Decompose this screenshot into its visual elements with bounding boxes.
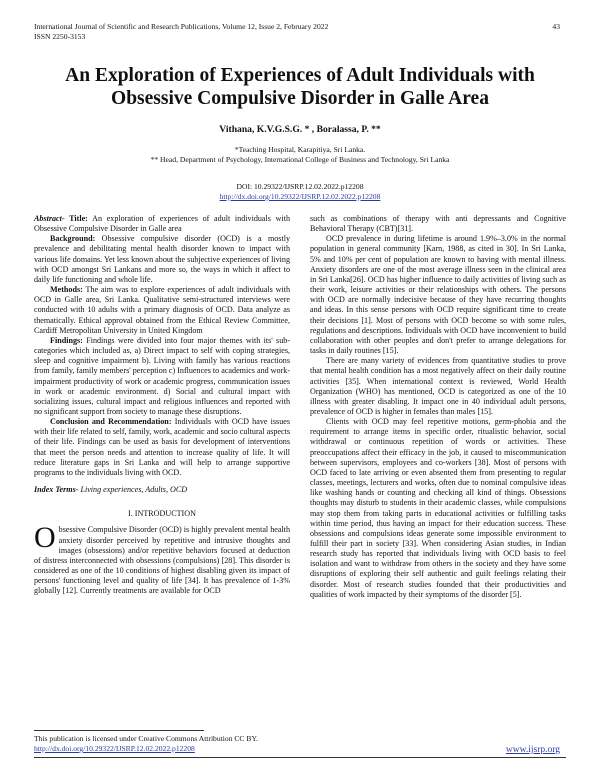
license-text: This publication is licensed under Creative Commons Attribution CC BY. (34, 734, 258, 743)
affiliation-2: ** Head, Department of Psychology, International College of Business and Technology, Sri Lanka (150, 155, 450, 164)
footer-doi-link[interactable]: http://dx.doi.org/10.29322/IJSRP.12.02.2022.p12208 (34, 744, 195, 753)
index-terms: Index Terms- Living experiences, Adults, OCD (34, 485, 188, 495)
right-paragraph-4: Clients with OCD may feel repetitive motions, germ-phobia and the requirement to arrange items in specific order, ritualistic behavior, social withdrawal or continuous repetition of words or activities. These preoccupations affect their efficacy in the job, it caused to miscommunication between supervisors, employees and co-workers [38]. Most of persons with OCD faced to late arriving or even absented them from presenting to regular classes, meetings, lecturers and works, often due to nominal compulsive ideas like washing hands or counting and checking all kind of things. Obsessions thoughts may disturb to students in their academic classes, while compulsions may stop them from taking parts in educational activities or fulfilling tasks within time period, thus having an impact for their education success. These obsessions and compulsions ideas generate some impossible environment to fulfill their part in society [33]. When considering Asian studies, in Indian research study has reported that individuals living with OCD basis to feel isolation and want to withdraw from others in the society and they have some disruptions of exploring their self authentic and guilt feelings relating their disorder. Most of research studies founded that their productivities and qualities of work impacted by their symptoms of the disorder [5]. (310, 417, 566, 599)
doi-block (0, 182, 600, 202)
footer-bottom-rule (34, 757, 566, 758)
journal-header (34, 22, 328, 42)
abstract-methods: Methods: The aim was to explore experiences of adult individuals with OCD in Galle area, Sri Lanka. Qualitative semi-structured interviews were conducted with 10 adults with a primary diagnosis of OCD. Data analyze as thematically. Ethical approval obtained from the Ethical Review Committee, Cardiff Metropolitan University in United Kingdom (34, 285, 290, 335)
journal-website-link[interactable]: www.ijsrp.org (505, 745, 560, 755)
journal-name: International Journal of Scientific and Research Publications, Volume 12, Issue 2, February 2022 (34, 22, 329, 31)
abstract-findings: Findings: Findings were divided into four major themes with its' sub-categories which included as, a) Direct impact to self with coping strategies, sleep and cognitive impairment b). Living with family has various reactions from family, family members' perception c) Influences to academics and work- impairment productivity of work or academic progress, communication issues in work or academic environment. d) Social and cultural impact with socializing issues, cultural impact and religious influences and reported with no significant support from society to manage these disruptions. (34, 335, 291, 416)
doi-text: DOI: 10.29322/IJSRP.12.02.2022.p12208 (236, 182, 364, 191)
affiliations (0, 145, 600, 165)
affiliation-1: *Teaching Hospital, Karapitiya, Sri Lanka. (234, 145, 366, 154)
left-column (34, 214, 290, 596)
abstract-background: Background: Obsessive compulsive disorder (OCD) is a mostly prevalence and debilitating mental health disorder known to impact with various life domains. Yet less known about the subjective experiences of living with OCD amongst Sri Lankans and more so, the ways in which it affect to daily life functioning and whole life. (34, 234, 290, 284)
page-number: 43 (552, 22, 560, 31)
paper-title: An Exploration of Experiences of Adult Individuals with Obsessive Compulsive Disorder in Galle Area (65, 65, 535, 109)
right-paragraph-3: There are many variety of evidences from quantitative studies to prove that mental health condition has a most negatively affect on their daily routine activities [35]. When international context is reviewed, World Health Organization (WHO) has mentioned, OCD is categorized as one of the 10 illness with greater disabling. It impact one in 40 individual adult persons, prevalence of OCD is higher in females than males [15]. (310, 356, 566, 416)
right-paragraph-2: OCD prevalence in during lifetime is around 1.9%–3.0% in the normal population in general community [Karn, 1988, as cited in 30]. In Sri Lanka, 5% and 10% per cent of population are known to having with mental illness. Anxiety disorders are one of the most average illness seen in the clinical area in Sri Lanka[26]. OCD has higher influence to daily activities of living such as their work, leisure activities or their relationships with others. The persons with OCD are normally indecisive because of they have recurring thoughts and ideas. In this sense persons with OCD require significant time to create their decisions [1]. Most of persons with OCD become so with some rules, regulations and descriptions. Individuals with OCD have inconvenient to build collaboration with other peoples and don't prefer to arrange delegations for tasks in daily routines [15]. (310, 234, 566, 356)
footer-rule (34, 730, 204, 731)
right-column (310, 214, 566, 600)
right-paragraph-1: such as combinations of therapy with anti depressants and Cognitive Behavioral Therapy (CBT)[31]. (310, 214, 566, 234)
section-heading-introduction: I. INTRODUCTION (128, 509, 196, 519)
doi-link[interactable]: http://dx.doi.org/10.29322/IJSRP.12.02.2022.p12208 (219, 192, 381, 201)
abstract-conclusion: Conclusion and Recommendation: Individuals with OCD have issues with their life related to self, family, work, academic and socio cultural aspects of their life. Findings can be used as basis for development of interventions that meet the person needs and attention to increase quality of life. It will reduce literature gaps in Sri Lanka and will help to arrange supportive programs to the individuals living with OCD. (34, 417, 290, 477)
footer (34, 734, 258, 754)
introduction-paragraph: Obsessive Compulsive Disorder (OCD) is highly prevalent mental health anxiety disorder perceived by repetitive and intrusive thoughts and images (obsessions) and/or repetitive behaviors focused at deduction of distress interconnected with obsessions (compulsions) [28]. This disorder is considered as one of the 10 conditions of highest disabling given its impact of persons' functioning level and quality of life [34]. It has prevalence of 1-3% globally [12]. Currently treatments are available for OCD (34, 521, 290, 596)
issn: ISSN 2250-3153 (34, 32, 86, 41)
abstract-title: Abstract- Title: An exploration of experiences of adult individuals with Obsessive Compulsive Disorder in Galle area (34, 214, 290, 234)
drop-cap: O (34, 521, 56, 555)
authors: Vithana, K.V.G.S.G. * , Boralassa, P. ** (219, 124, 381, 135)
